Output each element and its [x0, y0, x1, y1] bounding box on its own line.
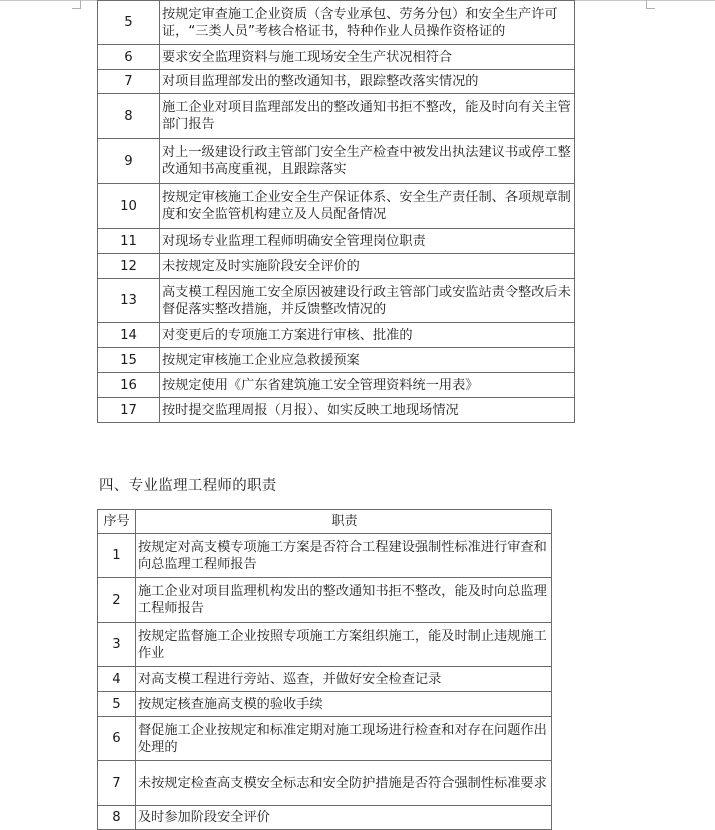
duty-text: 对上一级建设行政主管部门安全生产检查中被发出执法建议书或停工整改通知书高度重视，且跟踪落实 — [160, 139, 575, 184]
table-row — [98, 578, 552, 623]
supervisor-duties-table — [97, 0, 575, 423]
duty-text: 督促施工企业按规定和标准定期对施工现场进行检查和对存在问题作出处理的 — [136, 717, 552, 761]
row-number: 8 — [98, 806, 136, 830]
duty-text: 对项目监理部发出的整改通知书，跟踪整改落实情况的 — [160, 70, 575, 94]
table-row — [98, 94, 575, 139]
duty-text: 按规定监督施工企业按照专项施工方案组织施工，能及时制止违规施工作业 — [136, 623, 552, 667]
row-number: 14 — [98, 323, 160, 348]
duty-text: 要求安全监理资料与施工现场安全生产状况相符合 — [160, 45, 575, 70]
duty-text: 高支模工程因施工安全原因被建设行政主管部门或安监站责令整改后未督促落实整改措施，并反馈整改情况的 — [160, 279, 575, 323]
table-row — [98, 623, 552, 667]
table-row — [98, 348, 575, 373]
row-number: 10 — [98, 184, 160, 229]
table-header-row — [98, 510, 552, 534]
duty-text: 按时提交监理周报（月报）、如实反映工地现场情况 — [160, 398, 575, 423]
duty-text: 施工企业对项目监理机构发出的整改通知书拒不整改，能及时向总监理工程师报告 — [136, 578, 552, 623]
row-number: 16 — [98, 373, 160, 398]
row-number: 8 — [98, 94, 160, 139]
row-number: 6 — [98, 45, 160, 70]
row-number: 17 — [98, 398, 160, 423]
table-row — [98, 323, 575, 348]
row-number: 5 — [98, 692, 136, 717]
row-number: 4 — [98, 667, 136, 692]
duty-text: 按规定核查施高支模的验收手续 — [136, 692, 552, 717]
table-row — [98, 761, 552, 806]
table-row — [98, 717, 552, 761]
margin-corner-mark-right — [646, 0, 655, 9]
table-row — [98, 373, 575, 398]
duty-text: 对现场专业监理工程师明确安全管理岗位职责 — [160, 229, 575, 254]
duty-text: 施工企业对项目监理部发出的整改通知书拒不整改，能及时向有关主管部门报告 — [160, 94, 575, 139]
row-number: 3 — [98, 623, 136, 667]
column-header-duty: 职责 — [136, 510, 552, 534]
duty-text: 按规定审查施工企业资质（含专业承包、劳务分包）和安全生产许可证，“三类人员”考核合格证书，特种作业人员操作资格证的 — [160, 1, 575, 45]
row-number: 6 — [98, 717, 136, 761]
duty-text: 按规定审核施工企业安全生产保证体系、安全生产责任制、各项规章制度和安全监管机构建立及人员配备情况 — [160, 184, 575, 229]
table-row — [98, 806, 552, 830]
row-number: 5 — [98, 1, 160, 45]
table-row — [98, 279, 575, 323]
table-row — [98, 184, 575, 229]
section-title: 四、专业监理工程师的职责 — [99, 478, 277, 494]
row-number: 7 — [98, 70, 160, 94]
table-row — [98, 398, 575, 423]
row-number: 1 — [98, 534, 136, 578]
table-row — [98, 70, 575, 94]
specialist-engineer-duties-table — [97, 509, 552, 830]
table-row — [98, 534, 552, 578]
table-row — [98, 139, 575, 184]
table-row — [98, 45, 575, 70]
column-header-number: 序号 — [98, 510, 136, 534]
row-number: 12 — [98, 254, 160, 279]
duty-text: 及时参加阶段安全评价 — [136, 806, 552, 830]
table-row — [98, 1, 575, 45]
row-number: 15 — [98, 348, 160, 373]
row-number: 7 — [98, 761, 136, 806]
row-number: 2 — [98, 578, 136, 623]
duty-text: 未按规定及时实施阶段安全评价的 — [160, 254, 575, 279]
table-row — [98, 229, 575, 254]
table-row — [98, 667, 552, 692]
table-row — [98, 692, 552, 717]
margin-corner-mark-left — [72, 0, 81, 9]
table-row — [98, 254, 575, 279]
row-number: 11 — [98, 229, 160, 254]
row-number: 9 — [98, 139, 160, 184]
duty-text: 按规定使用《广东省建筑施工安全管理资料统一用表》 — [160, 373, 575, 398]
duty-text: 按规定对高支模专项施工方案是否符合工程建设强制性标准进行审查和向总监理工程师报告 — [136, 534, 552, 578]
duty-text: 对变更后的专项施工方案进行审核、批准的 — [160, 323, 575, 348]
row-number: 13 — [98, 279, 160, 323]
duty-text: 对高支模工程进行旁站、巡查，并做好安全检查记录 — [136, 667, 552, 692]
duty-text: 未按规定检查高支模安全标志和安全防护措施是否符合强制性标准要求 — [136, 761, 552, 806]
duty-text: 按规定审核施工企业应急救援预案 — [160, 348, 575, 373]
